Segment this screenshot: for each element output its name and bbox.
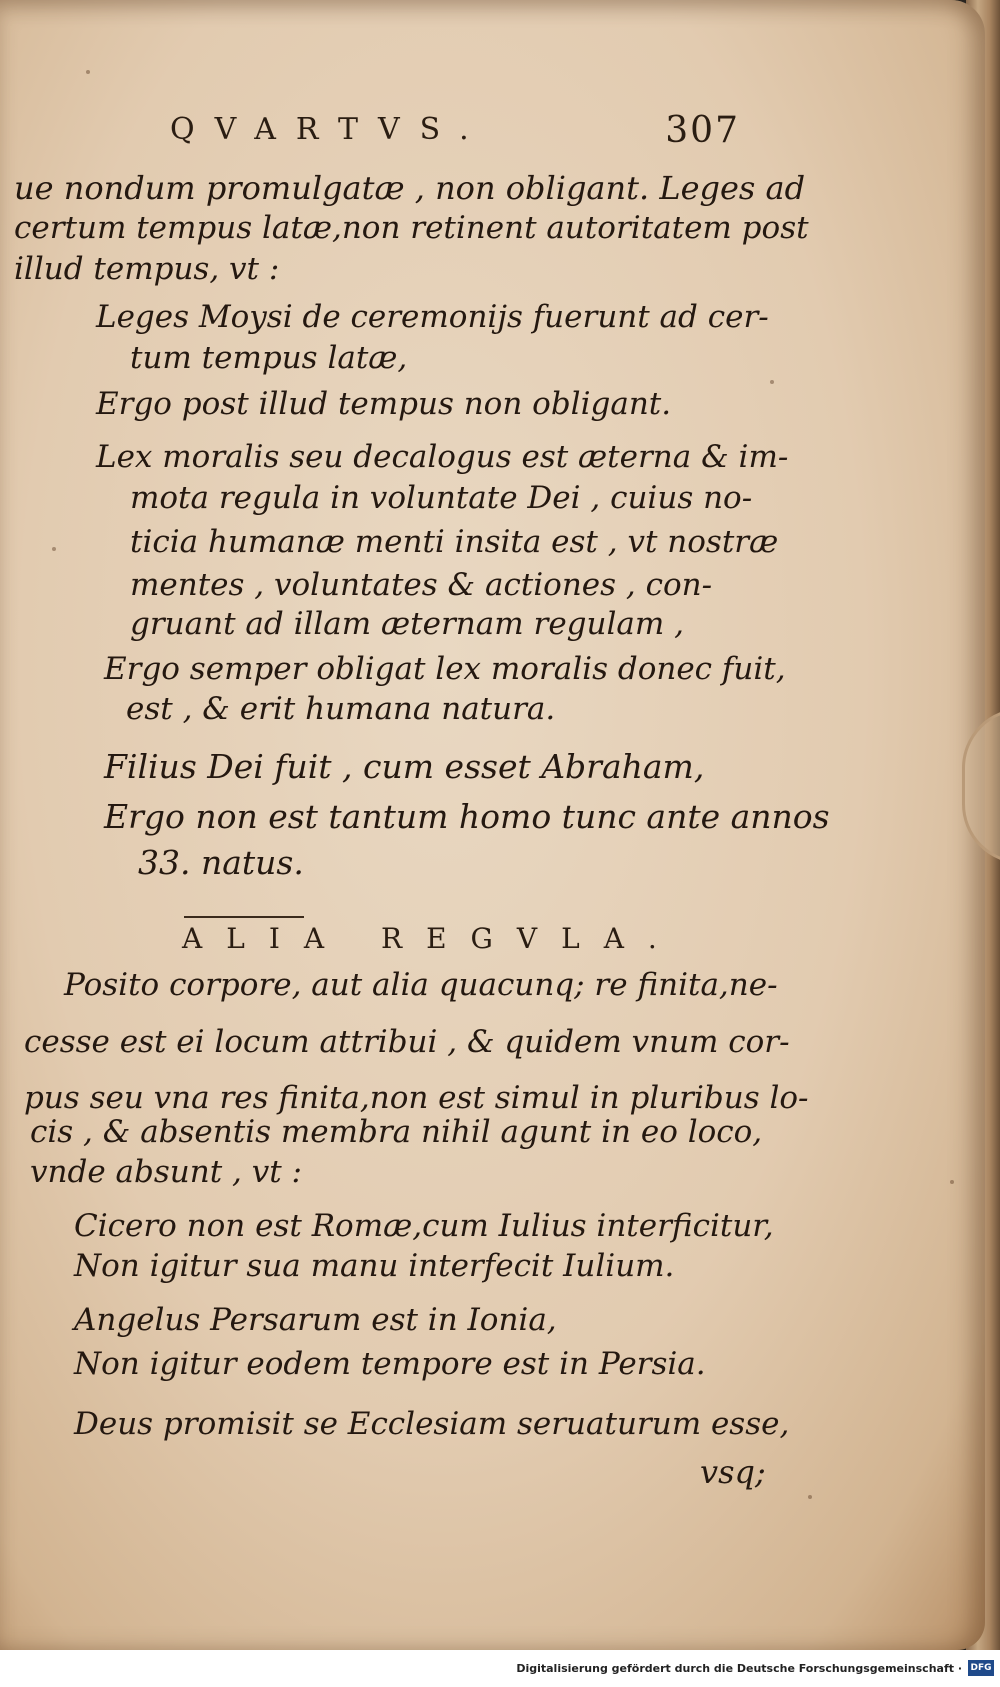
- text-line: Leges Moysi de ceremonijs fuerunt ad cer-: [96, 299, 769, 335]
- text-line: illud tempus, vt :: [14, 251, 280, 287]
- paper-speck: [950, 1180, 954, 1184]
- text-line: ue nondum promulgatæ , non obligant. Leges ad: [14, 169, 806, 207]
- paper-speck: [770, 380, 774, 384]
- text-line: Angelus Persarum est in Ionia,: [74, 1302, 557, 1338]
- dfg-logo: DFG: [968, 1660, 994, 1676]
- funding-credit: Digitalisierung gefördert durch die Deutsche Forschungsgemeinschaft ·: [516, 1662, 962, 1675]
- text-line: est , & erit humana natura.: [126, 691, 556, 727]
- paper-speck: [86, 70, 90, 74]
- text-line: ticia humanæ menti insita est , vt nostræ: [130, 524, 779, 560]
- text-line: Non igitur eodem tempore est in Persia.: [74, 1346, 706, 1382]
- text-line: tum tempus latæ,: [130, 340, 408, 376]
- footer-bar: [0, 1650, 1000, 1687]
- text-line: Ergo semper obligat lex moralis donec fuit,: [104, 651, 786, 687]
- paper-speck: [52, 547, 56, 551]
- text-line: cesse est ei locum attribui , & quidem vnum cor-: [24, 1024, 790, 1060]
- catchword: vsq;: [700, 1453, 766, 1491]
- text-line: mentes , voluntates & actiones , con-: [130, 567, 713, 603]
- text-line: Posito corpore, aut alia quacunq; re finita,ne-: [64, 967, 778, 1003]
- text-line: cis , & absentis membra nihil agunt in eo loco,: [30, 1114, 763, 1150]
- page-header: [170, 110, 740, 154]
- section-heading: ALIA REGVLA.: [182, 922, 681, 955]
- text-line: Lex moralis seu decalogus est æterna & im-: [96, 439, 789, 475]
- running-head: QVARTVS.: [170, 112, 489, 147]
- text-line: Ergo non est tantum homo tunc ante annos: [104, 797, 830, 836]
- text-line: gruant ad illam æternam regulam ,: [130, 606, 684, 642]
- text-line: 33. natus.: [138, 843, 304, 882]
- text-line: Filius Dei fuit , cum esset Abraham,: [104, 747, 705, 786]
- text-line: certum tempus latæ,non retinent autoritatem post: [14, 210, 809, 246]
- text-line: Cicero non est Romæ,cum Iulius interficitur,: [74, 1208, 774, 1244]
- text-line: vnde absunt , vt :: [30, 1154, 302, 1190]
- section-rule: [184, 916, 304, 918]
- text-line: Ergo post illud tempus non obligant.: [96, 386, 672, 422]
- text-line: mota regula in voluntate Dei , cuius no-: [130, 480, 753, 516]
- paper-speck: [808, 1495, 812, 1499]
- page-number: 307: [665, 110, 740, 151]
- text-line: pus seu vna res finita,non est simul in pluribus lo-: [24, 1080, 809, 1116]
- text-line: Non igitur sua manu interfecit Iulium.: [74, 1248, 675, 1284]
- text-line: Deus promisit se Ecclesiam seruaturum esse,: [74, 1406, 790, 1442]
